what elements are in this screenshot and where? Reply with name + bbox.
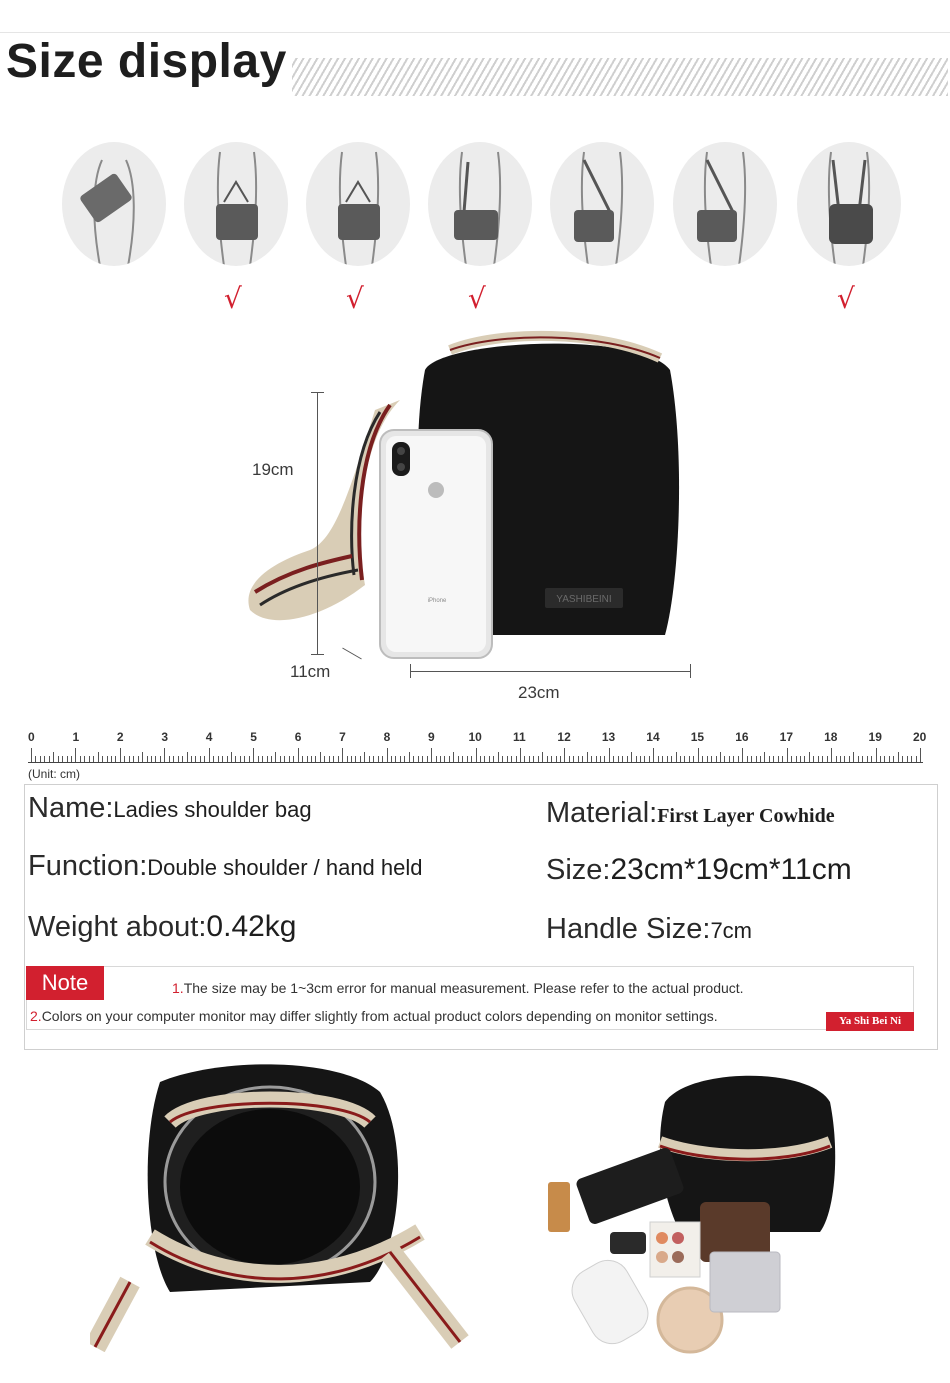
ruler-tick — [867, 756, 868, 762]
ruler-tick — [320, 752, 321, 762]
ruler-tick — [138, 756, 139, 762]
ruler-tick — [547, 756, 548, 762]
note-line-1 — [172, 980, 744, 996]
ruler-tick — [840, 756, 841, 762]
ruler-baseline — [28, 762, 923, 763]
ruler-tick — [618, 756, 619, 762]
ruler-tick — [235, 756, 236, 762]
ruler-tick — [280, 756, 281, 762]
ruler-tick — [302, 756, 303, 762]
check-icon: √ — [468, 282, 486, 315]
ruler-tick — [844, 756, 845, 762]
backpack-icon — [797, 142, 901, 266]
ruler-tick — [44, 756, 45, 762]
ruler-tick — [35, 756, 36, 762]
ruler-tick — [716, 756, 717, 762]
ruler-tick — [707, 756, 708, 762]
ruler-tick — [600, 756, 601, 762]
ruler-tick — [862, 756, 863, 762]
ruler-tick — [564, 748, 565, 762]
ruler-tick — [178, 756, 179, 762]
ruler-tick — [75, 748, 76, 762]
ruler-tick — [404, 756, 405, 762]
phone — [380, 430, 492, 658]
ruler-tick — [809, 752, 810, 762]
ruler-tick — [662, 756, 663, 762]
ruler-tick — [244, 756, 245, 762]
ruler-tick — [49, 756, 50, 762]
ruler-tick — [484, 756, 485, 762]
ruler-tick — [364, 752, 365, 762]
ruler-tick — [813, 756, 814, 762]
ruler-tick — [444, 756, 445, 762]
spec-handle-size — [546, 913, 752, 946]
ruler-tick — [702, 756, 703, 762]
ruler-tick — [107, 756, 108, 762]
brand-tag: Ya Shi Bei Ni — [826, 1012, 914, 1031]
ruler-tick — [160, 756, 161, 762]
ruler-tick — [773, 756, 774, 762]
ruler-tick — [591, 756, 592, 762]
ruler-tick — [778, 756, 779, 762]
ruler-tick — [449, 756, 450, 762]
ruler-tick — [787, 748, 788, 762]
ruler-tick — [471, 756, 472, 762]
ruler-tick — [80, 756, 81, 762]
ruler-tick — [604, 756, 605, 762]
spec-name-value: Ladies shoulder bag — [113, 797, 312, 822]
ruler-tick — [831, 748, 832, 762]
note-line-1-number: 1. — [172, 980, 184, 996]
ruler-tick — [164, 748, 165, 762]
ruler-tick — [502, 756, 503, 762]
ruler-tick — [324, 756, 325, 762]
ruler-number: 2 — [116, 730, 124, 744]
ruler-tick — [769, 756, 770, 762]
spec-function-value: Double shoulder / hand held — [147, 855, 423, 880]
spec-size — [546, 853, 852, 887]
note-badge: Note — [26, 966, 104, 1000]
carry-style-1 — [62, 142, 166, 266]
ruler-number: 0 — [28, 730, 35, 744]
spec-material-value: First Layer Cowhide — [657, 805, 835, 827]
ruler-tick — [333, 756, 334, 762]
spec-name-key: Name: — [28, 792, 114, 824]
ruler-tick — [284, 756, 285, 762]
ruler-tick — [747, 756, 748, 762]
ruler-tick — [458, 756, 459, 762]
ruler-tick — [98, 752, 99, 762]
carry-style-5 — [550, 142, 654, 266]
check-icon: √ — [346, 282, 364, 315]
ruler-number: 11 — [512, 730, 526, 744]
spec-weight-key: Weight about: — [28, 911, 207, 943]
ruler-tick — [800, 756, 801, 762]
spec-handle-value: 7cm — [710, 918, 752, 943]
ruler-tick — [898, 752, 899, 762]
ruler-tick — [902, 756, 903, 762]
ruler-tick — [751, 756, 752, 762]
ruler-tick — [853, 752, 854, 762]
ruler-tick — [360, 756, 361, 762]
ruler-number: 18 — [824, 730, 838, 744]
ruler-tick — [204, 756, 205, 762]
ruler-tick — [627, 756, 628, 762]
ruler-tick — [489, 756, 490, 762]
ruler-tick — [58, 756, 59, 762]
ruler-tick — [342, 748, 343, 762]
ruler-tick — [315, 756, 316, 762]
ruler-tick — [409, 752, 410, 762]
carry-style-4 — [428, 142, 532, 266]
ruler-tick — [631, 752, 632, 762]
spec-function — [28, 850, 423, 883]
ruler-tick — [698, 748, 699, 762]
ruler-number: 13 — [601, 730, 616, 744]
ruler-number: 5 — [250, 730, 257, 744]
spec-function-key: Function: — [28, 850, 148, 882]
ruler-tick — [400, 756, 401, 762]
ruler-tick — [351, 756, 352, 762]
check-icon: √ — [224, 282, 242, 315]
svg-text:iPhone: iPhone — [427, 598, 447, 604]
width-dimension-line — [410, 671, 691, 672]
ruler-tick — [893, 756, 894, 762]
ruler-tick — [782, 756, 783, 762]
ruler-tick — [507, 756, 508, 762]
ruler-tick — [667, 756, 668, 762]
hand-held-icon — [306, 142, 410, 266]
ruler-tick — [911, 756, 912, 762]
height-dimension-line — [317, 392, 318, 654]
ruler-tick — [573, 756, 574, 762]
ruler-tick — [218, 756, 219, 762]
ruler-tick — [173, 756, 174, 762]
ruler-tick — [649, 756, 650, 762]
ruler-tick — [275, 752, 276, 762]
ruler-tick — [733, 756, 734, 762]
ruler-tick — [684, 756, 685, 762]
ruler-number: 17 — [779, 730, 793, 744]
note-line-2-number: 2. — [30, 1008, 42, 1024]
ruler-tick — [542, 752, 543, 762]
hand-held-icon — [184, 142, 288, 266]
ruler-tick — [298, 748, 299, 762]
ruler-tick — [209, 748, 210, 762]
ruler-tick — [480, 756, 481, 762]
ruler-tick — [920, 748, 921, 762]
ruler-tick — [462, 756, 463, 762]
ruler-tick — [529, 756, 530, 762]
ruler-tick — [213, 756, 214, 762]
carry-style-6 — [673, 142, 777, 266]
ruler-tick — [431, 748, 432, 762]
ruler-number: 6 — [294, 730, 302, 744]
ruler-tick — [271, 756, 272, 762]
ruler-tick — [880, 756, 881, 762]
ruler-tick — [764, 752, 765, 762]
ruler-tick — [289, 756, 290, 762]
ruler-tick — [720, 752, 721, 762]
ruler-tick — [93, 756, 94, 762]
ruler-tick — [871, 756, 872, 762]
top-divider — [0, 32, 950, 33]
ruler-number: 4 — [205, 730, 213, 744]
strap — [248, 400, 400, 620]
height-label: 19cm — [252, 460, 294, 479]
ruler-tick — [533, 756, 534, 762]
ruler-tick — [200, 756, 201, 762]
ruler-tick — [84, 756, 85, 762]
ruler-tick — [676, 752, 677, 762]
ruler-number: 8 — [383, 730, 391, 744]
ruler-tick — [227, 756, 228, 762]
ruler-tick — [53, 752, 54, 762]
ruler-tick — [498, 752, 499, 762]
ruler-number: 1 — [72, 730, 80, 744]
spec-weight-value: 0.42kg — [206, 910, 297, 943]
ruler-tick — [151, 756, 152, 762]
ruler-tick — [916, 756, 917, 762]
ruler-tick — [556, 756, 557, 762]
ruler-tick — [644, 756, 645, 762]
ruler-number: 15 — [690, 730, 705, 744]
ruler-tick — [538, 756, 539, 762]
ruler-tick — [711, 756, 712, 762]
ruler-tick — [516, 756, 517, 762]
ruler-tick — [67, 756, 68, 762]
ruler-tick — [115, 756, 116, 762]
note-line-1-text: The size may be 1~3cm error for manual measurement. Please refer to the actual product. — [183, 980, 744, 996]
ruler-number: 9 — [428, 730, 435, 744]
ruler-tick — [551, 756, 552, 762]
ruler-tick — [369, 756, 370, 762]
ruler-tick — [582, 756, 583, 762]
spec-material — [546, 797, 835, 830]
ruler-tick — [387, 748, 388, 762]
spec-handle-key: Handle Size: — [546, 913, 711, 945]
ruler-tick — [129, 756, 130, 762]
ruler-tick — [804, 756, 805, 762]
ruler-number: 12 — [557, 730, 571, 744]
width-dimension-cap-left — [410, 664, 411, 678]
ruler-tick — [111, 756, 112, 762]
ruler-tick — [422, 756, 423, 762]
spec-size-value: 23cm*19cm*11cm — [610, 853, 852, 886]
ruler-tick — [40, 756, 41, 762]
ruler — [28, 730, 927, 770]
ruler-number: 3 — [161, 730, 169, 744]
ruler-tick — [413, 756, 414, 762]
ruler-tick — [169, 756, 170, 762]
ruler-tick — [596, 756, 597, 762]
ruler-tick — [791, 756, 792, 762]
ruler-tick — [907, 756, 908, 762]
ruler-tick — [578, 756, 579, 762]
spec-weight — [28, 910, 297, 944]
ruler-tick — [249, 756, 250, 762]
bag-contents-photo — [540, 1062, 840, 1362]
crossbody-icon — [673, 142, 777, 266]
ruler-tick — [222, 756, 223, 762]
carry-style-2 — [184, 142, 288, 266]
ruler-tick — [729, 756, 730, 762]
ruler-tick — [31, 748, 32, 762]
ruler-tick — [653, 748, 654, 762]
ruler-tick — [120, 748, 121, 762]
ruler-number: 19 — [868, 730, 882, 744]
height-dimension-cap-top — [311, 392, 324, 393]
ruler-tick — [884, 756, 885, 762]
carry-style-3 — [306, 142, 410, 266]
ruler-tick — [467, 756, 468, 762]
ruler-tick — [760, 756, 761, 762]
ruler-tick — [307, 756, 308, 762]
ruler-tick — [195, 756, 196, 762]
ruler-tick — [191, 756, 192, 762]
ruler-tick — [133, 756, 134, 762]
ruler-tick — [182, 756, 183, 762]
ruler-tick — [622, 756, 623, 762]
ruler-number: 14 — [646, 730, 660, 744]
page-title: Size display — [6, 35, 287, 88]
ruler-tick — [658, 756, 659, 762]
ruler-tick — [62, 756, 63, 762]
check-icon: √ — [837, 282, 855, 315]
ruler-tick — [338, 756, 339, 762]
ruler-number: 10 — [468, 730, 482, 744]
ruler-tick — [756, 756, 757, 762]
ruler-unit-label: (Unit: cm) — [28, 767, 80, 781]
ruler-tick — [231, 752, 232, 762]
crossbody-icon — [550, 142, 654, 266]
ruler-tick — [493, 756, 494, 762]
ruler-tick — [382, 756, 383, 762]
ruler-tick — [267, 756, 268, 762]
ruler-tick — [329, 756, 330, 762]
ruler-tick — [889, 756, 890, 762]
ruler-tick — [511, 756, 512, 762]
chest-carry-icon — [62, 142, 166, 266]
ruler-tick — [147, 756, 148, 762]
ruler-tick — [876, 748, 877, 762]
ruler-tick — [453, 752, 454, 762]
ruler-tick — [636, 756, 637, 762]
ruler-tick — [822, 756, 823, 762]
ruler-tick — [427, 756, 428, 762]
ruler-tick — [738, 756, 739, 762]
ruler-tick — [560, 756, 561, 762]
ruler-tick — [640, 756, 641, 762]
ruler-tick — [155, 756, 156, 762]
ruler-tick — [613, 756, 614, 762]
ruler-tick — [102, 756, 103, 762]
spec-name — [28, 792, 312, 825]
ruler-tick — [587, 752, 588, 762]
ruler-tick — [418, 756, 419, 762]
ruler-tick — [858, 756, 859, 762]
ruler-tick — [436, 756, 437, 762]
note-line-2 — [30, 1008, 718, 1024]
note-line-2-text: Colors on your computer monitor may differ slightly from actual product colors depending on monitor settings. — [41, 1008, 718, 1024]
ruler-tick — [671, 756, 672, 762]
ruler-tick — [680, 756, 681, 762]
ruler-tick — [355, 756, 356, 762]
ruler-tick — [262, 756, 263, 762]
spec-size-key: Size: — [546, 854, 611, 886]
ruler-tick — [391, 756, 392, 762]
ruler-tick — [524, 756, 525, 762]
ruler-tick — [742, 748, 743, 762]
ruler-tick — [258, 756, 259, 762]
width-dimension-cap-right — [690, 664, 691, 678]
ruler-tick — [836, 756, 837, 762]
ruler-tick — [569, 756, 570, 762]
ruler-tick — [373, 756, 374, 762]
ruler-tick — [818, 756, 819, 762]
ruler-tick — [827, 756, 828, 762]
ruler-tick — [520, 748, 521, 762]
ruler-tick — [124, 756, 125, 762]
depth-label: 11cm — [290, 662, 331, 681]
ruler-tick — [89, 756, 90, 762]
ruler-tick — [293, 756, 294, 762]
width-label: 23cm — [518, 683, 560, 702]
ruler-tick — [240, 756, 241, 762]
svg-text:YASHIBEINI: YASHIBEINI — [556, 594, 612, 605]
ruler-tick — [440, 756, 441, 762]
ruler-tick — [395, 756, 396, 762]
ruler-tick — [253, 748, 254, 762]
ruler-tick — [71, 756, 72, 762]
ruler-number: 16 — [735, 730, 749, 744]
ruler-tick — [724, 756, 725, 762]
ruler-tick — [796, 756, 797, 762]
height-dimension-cap-bottom — [311, 654, 324, 655]
ruler-number: 7 — [339, 730, 346, 744]
ruler-tick — [347, 756, 348, 762]
ruler-tick — [476, 748, 477, 762]
ruler-tick — [142, 752, 143, 762]
ruler-number: 20 — [913, 730, 927, 744]
shoulder-carry-icon — [428, 142, 532, 266]
spec-material-key: Material: — [546, 797, 658, 829]
ruler-tick — [689, 756, 690, 762]
ruler-tick — [311, 756, 312, 762]
header-stripe-decoration — [292, 58, 948, 96]
product-photo — [240, 330, 700, 670]
ruler-tick — [849, 756, 850, 762]
bag-interior-photo — [90, 1062, 470, 1352]
carry-style-7 — [797, 142, 901, 266]
ruler-tick — [609, 748, 610, 762]
ruler-tick — [378, 756, 379, 762]
ruler-tick — [693, 756, 694, 762]
ruler-tick — [187, 752, 188, 762]
